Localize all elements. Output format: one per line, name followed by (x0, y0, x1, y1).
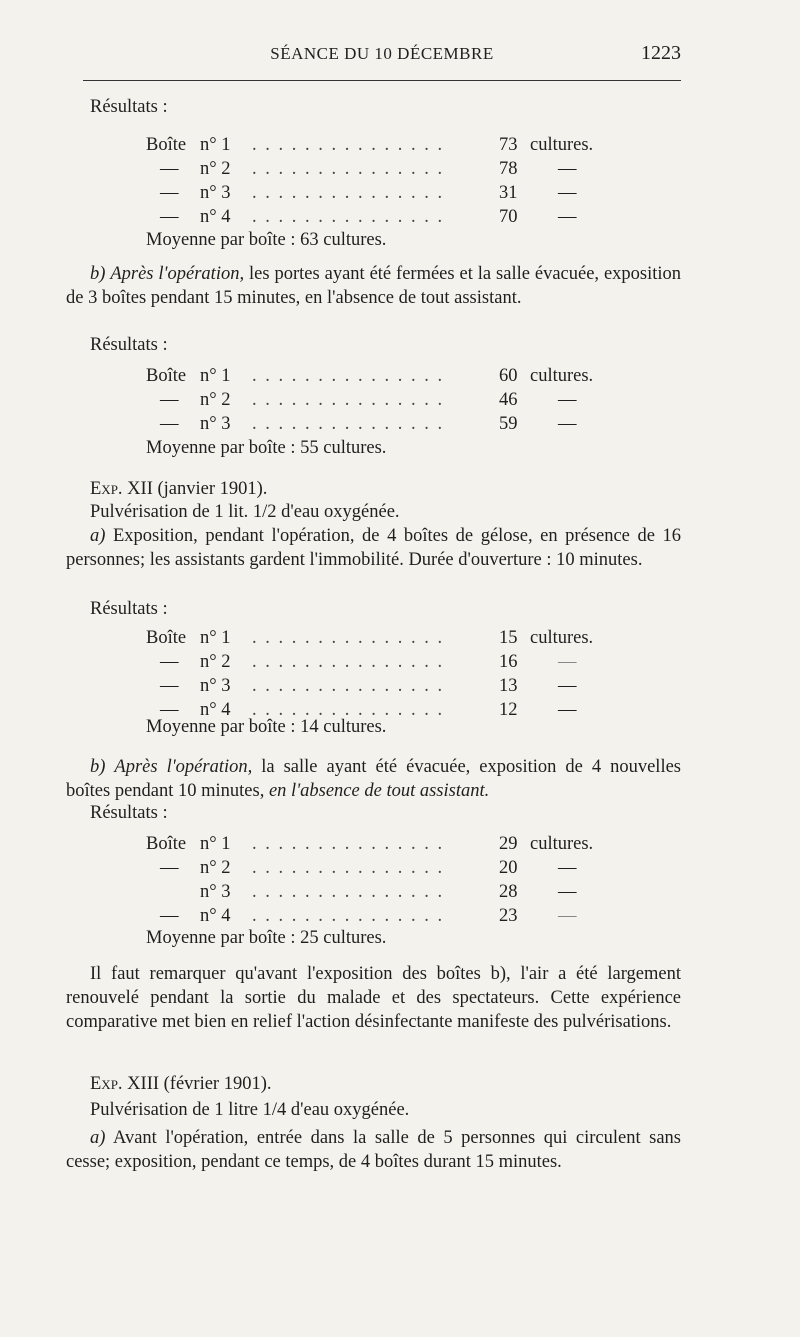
leader-dots: . . . . . . . . . . . . . . . (252, 390, 445, 410)
row-value: 46 (499, 390, 518, 410)
row-value: 20 (499, 858, 518, 878)
row-value: 78 (499, 159, 518, 179)
paragraph-text: la salle ayant été évacuée, exposition de 4 nouvelles boîtes pendant 10 minutes, (66, 757, 681, 801)
row-value: 29 (499, 834, 518, 854)
average-line: Moyenne par boîte : 14 cultures. (146, 717, 387, 737)
leader-dots: . . . . . . . . . . . . . . . (252, 207, 445, 227)
paragraph-b (66, 755, 681, 803)
paragraph-text: Avant l'opération, entrée dans la salle de 5 personnes qui circulent sans cesse; exposition, pendant ce temps, de 4 boîtes durant 15 minutes. (66, 1128, 681, 1172)
page-number: 1223 (641, 42, 681, 64)
pulverisation-line: Pulvérisation de 1 lit. 1/2 d'eau oxygénée. (90, 502, 400, 522)
row-prefix: — (160, 676, 179, 696)
leader-dots: . . . . . . . . . . . . . . . (252, 366, 445, 386)
row-prefix: Boîte (146, 628, 187, 648)
leader-dots: . . . . . . . . . . . . . . . (252, 906, 445, 926)
row-unit: — (558, 159, 577, 179)
experiment-heading (90, 1072, 272, 1096)
italic-phrase: Après l'opération, (110, 264, 245, 284)
results-label: Résultats : (90, 335, 168, 355)
row-unit: cultures. (530, 135, 594, 155)
row-number: n° 1 (200, 366, 231, 386)
paragraph-text: les portes ayant été fermées et la salle évacuée, exposition de 3 boîtes pendant 15 minutes, en l'absence de tout assistant. (66, 264, 682, 308)
leader-dots: . . . . . . . . . . . . . . . (252, 676, 445, 696)
average-line: Moyenne par boîte : 25 cultures. (146, 928, 387, 948)
row-number: n° 3 (200, 414, 231, 434)
row-number: n° 4 (200, 207, 231, 227)
row-prefix: Boîte (146, 834, 187, 854)
item-label: a) (90, 526, 106, 546)
paragraph-a (66, 1126, 681, 1174)
average-line: Moyenne par boîte : 63 cultures. (146, 230, 387, 250)
row-number: n° 4 (200, 700, 231, 720)
row-unit: — (558, 414, 577, 434)
row-value: 60 (499, 366, 518, 386)
header-title: SÉANCE DU 10 DÉCEMBRE (270, 44, 494, 63)
row-prefix: Boîte (146, 135, 187, 155)
running-header (83, 40, 681, 70)
exp-title: XII (janvier 1901). (127, 479, 268, 499)
leader-dots: . . . . . . . . . . . . . . . (252, 882, 445, 902)
average-line: Moyenne par boîte : 55 cultures. (146, 438, 387, 458)
row-unit: — (558, 858, 577, 878)
row-prefix: — (160, 858, 179, 878)
row-unit: cultures. (530, 366, 594, 386)
row-number: n° 2 (200, 858, 231, 878)
leader-dots: . . . . . . . . . . . . . . . (252, 183, 445, 203)
row-unit: — (558, 390, 577, 410)
row-prefix: — (160, 700, 179, 720)
results-label: Résultats : (90, 97, 168, 117)
item-label: b) (90, 757, 106, 777)
row-prefix: — (160, 652, 179, 672)
row-value: 73 (499, 135, 518, 155)
results-label: Résultats : (90, 599, 168, 619)
row-unit: — (558, 906, 577, 926)
pulverisation-line: Pulvérisation de 1 litre 1/4 d'eau oxygénée. (90, 1100, 410, 1120)
row-unit: — (558, 652, 577, 672)
leader-dots: . . . . . . . . . . . . . . . (252, 652, 445, 672)
row-number: n° 3 (200, 183, 231, 203)
row-unit: — (558, 700, 577, 720)
italic-phrase: Après l'opération, (114, 757, 253, 777)
row-number: n° 2 (200, 159, 231, 179)
leader-dots: . . . . . . . . . . . . . . . (252, 159, 445, 179)
row-number: n° 1 (200, 135, 231, 155)
exp-word: Exp. (90, 479, 123, 499)
row-value: 12 (499, 700, 518, 720)
row-prefix: — (160, 390, 179, 410)
results-label: Résultats : (90, 803, 168, 823)
row-unit: — (558, 207, 577, 227)
row-prefix: — (160, 183, 179, 203)
item-label: b) (90, 264, 106, 284)
leader-dots: . . . . . . . . . . . . . . . (252, 834, 445, 854)
experiment-heading (90, 477, 267, 501)
paragraph-b (66, 262, 681, 310)
paragraph-text: Exposition, pendant l'opération, de 4 boîtes de gélose, en présence de 16 personnes; les assistants gardent l'immobilité. Durée d'ouverture : 10 minutes. (66, 526, 681, 570)
paragraph-a (66, 524, 681, 572)
exp-word: Exp. (90, 1074, 123, 1094)
row-value: 13 (499, 676, 518, 696)
row-prefix: — (160, 207, 179, 227)
row-prefix: — (160, 159, 179, 179)
leader-dots: . . . . . . . . . . . . . . . (252, 858, 445, 878)
header-rule (83, 80, 681, 81)
row-prefix: — (160, 906, 179, 926)
row-unit: cultures. (530, 834, 594, 854)
row-number: n° 3 (200, 882, 231, 902)
leader-dots: . . . . . . . . . . . . . . . (252, 414, 445, 434)
row-number: n° 2 (200, 390, 231, 410)
row-value: 16 (499, 652, 518, 672)
row-value: 28 (499, 882, 518, 902)
row-prefix: Boîte (146, 366, 187, 386)
italic-phrase: en l'absence de tout assistant. (268, 781, 490, 801)
row-number: n° 3 (200, 676, 231, 696)
item-label: a) (90, 1128, 106, 1148)
leader-dots: . . . . . . . . . . . . . . . (252, 700, 445, 720)
leader-dots: . . . . . . . . . . . . . . . (252, 628, 445, 648)
row-unit: cultures. (530, 628, 594, 648)
paragraph-text: Il faut remarquer qu'avant l'exposition des boîtes b), l'air a été largement renouvelé pendant la sortie du malade et des spectateurs. Cette expérience comparative met bien en relief l'action désinfectante manifeste des pulvérisations. (66, 964, 681, 1032)
row-number: n° 4 (200, 906, 231, 926)
row-number: n° 2 (200, 652, 231, 672)
remark-paragraph (66, 962, 681, 1034)
exp-title: XIII (février 1901). (127, 1074, 272, 1094)
row-number: n° 1 (200, 834, 231, 854)
row-value: 70 (499, 207, 518, 227)
row-unit: — (558, 676, 577, 696)
row-value: 59 (499, 414, 518, 434)
row-number: n° 1 (200, 628, 231, 648)
leader-dots: . . . . . . . . . . . . . . . (252, 135, 445, 155)
row-unit: — (558, 183, 577, 203)
row-unit: — (558, 882, 577, 902)
row-prefix: — (160, 414, 179, 434)
row-value: 31 (499, 183, 518, 203)
row-value: 15 (499, 628, 518, 648)
row-value: 23 (499, 906, 518, 926)
